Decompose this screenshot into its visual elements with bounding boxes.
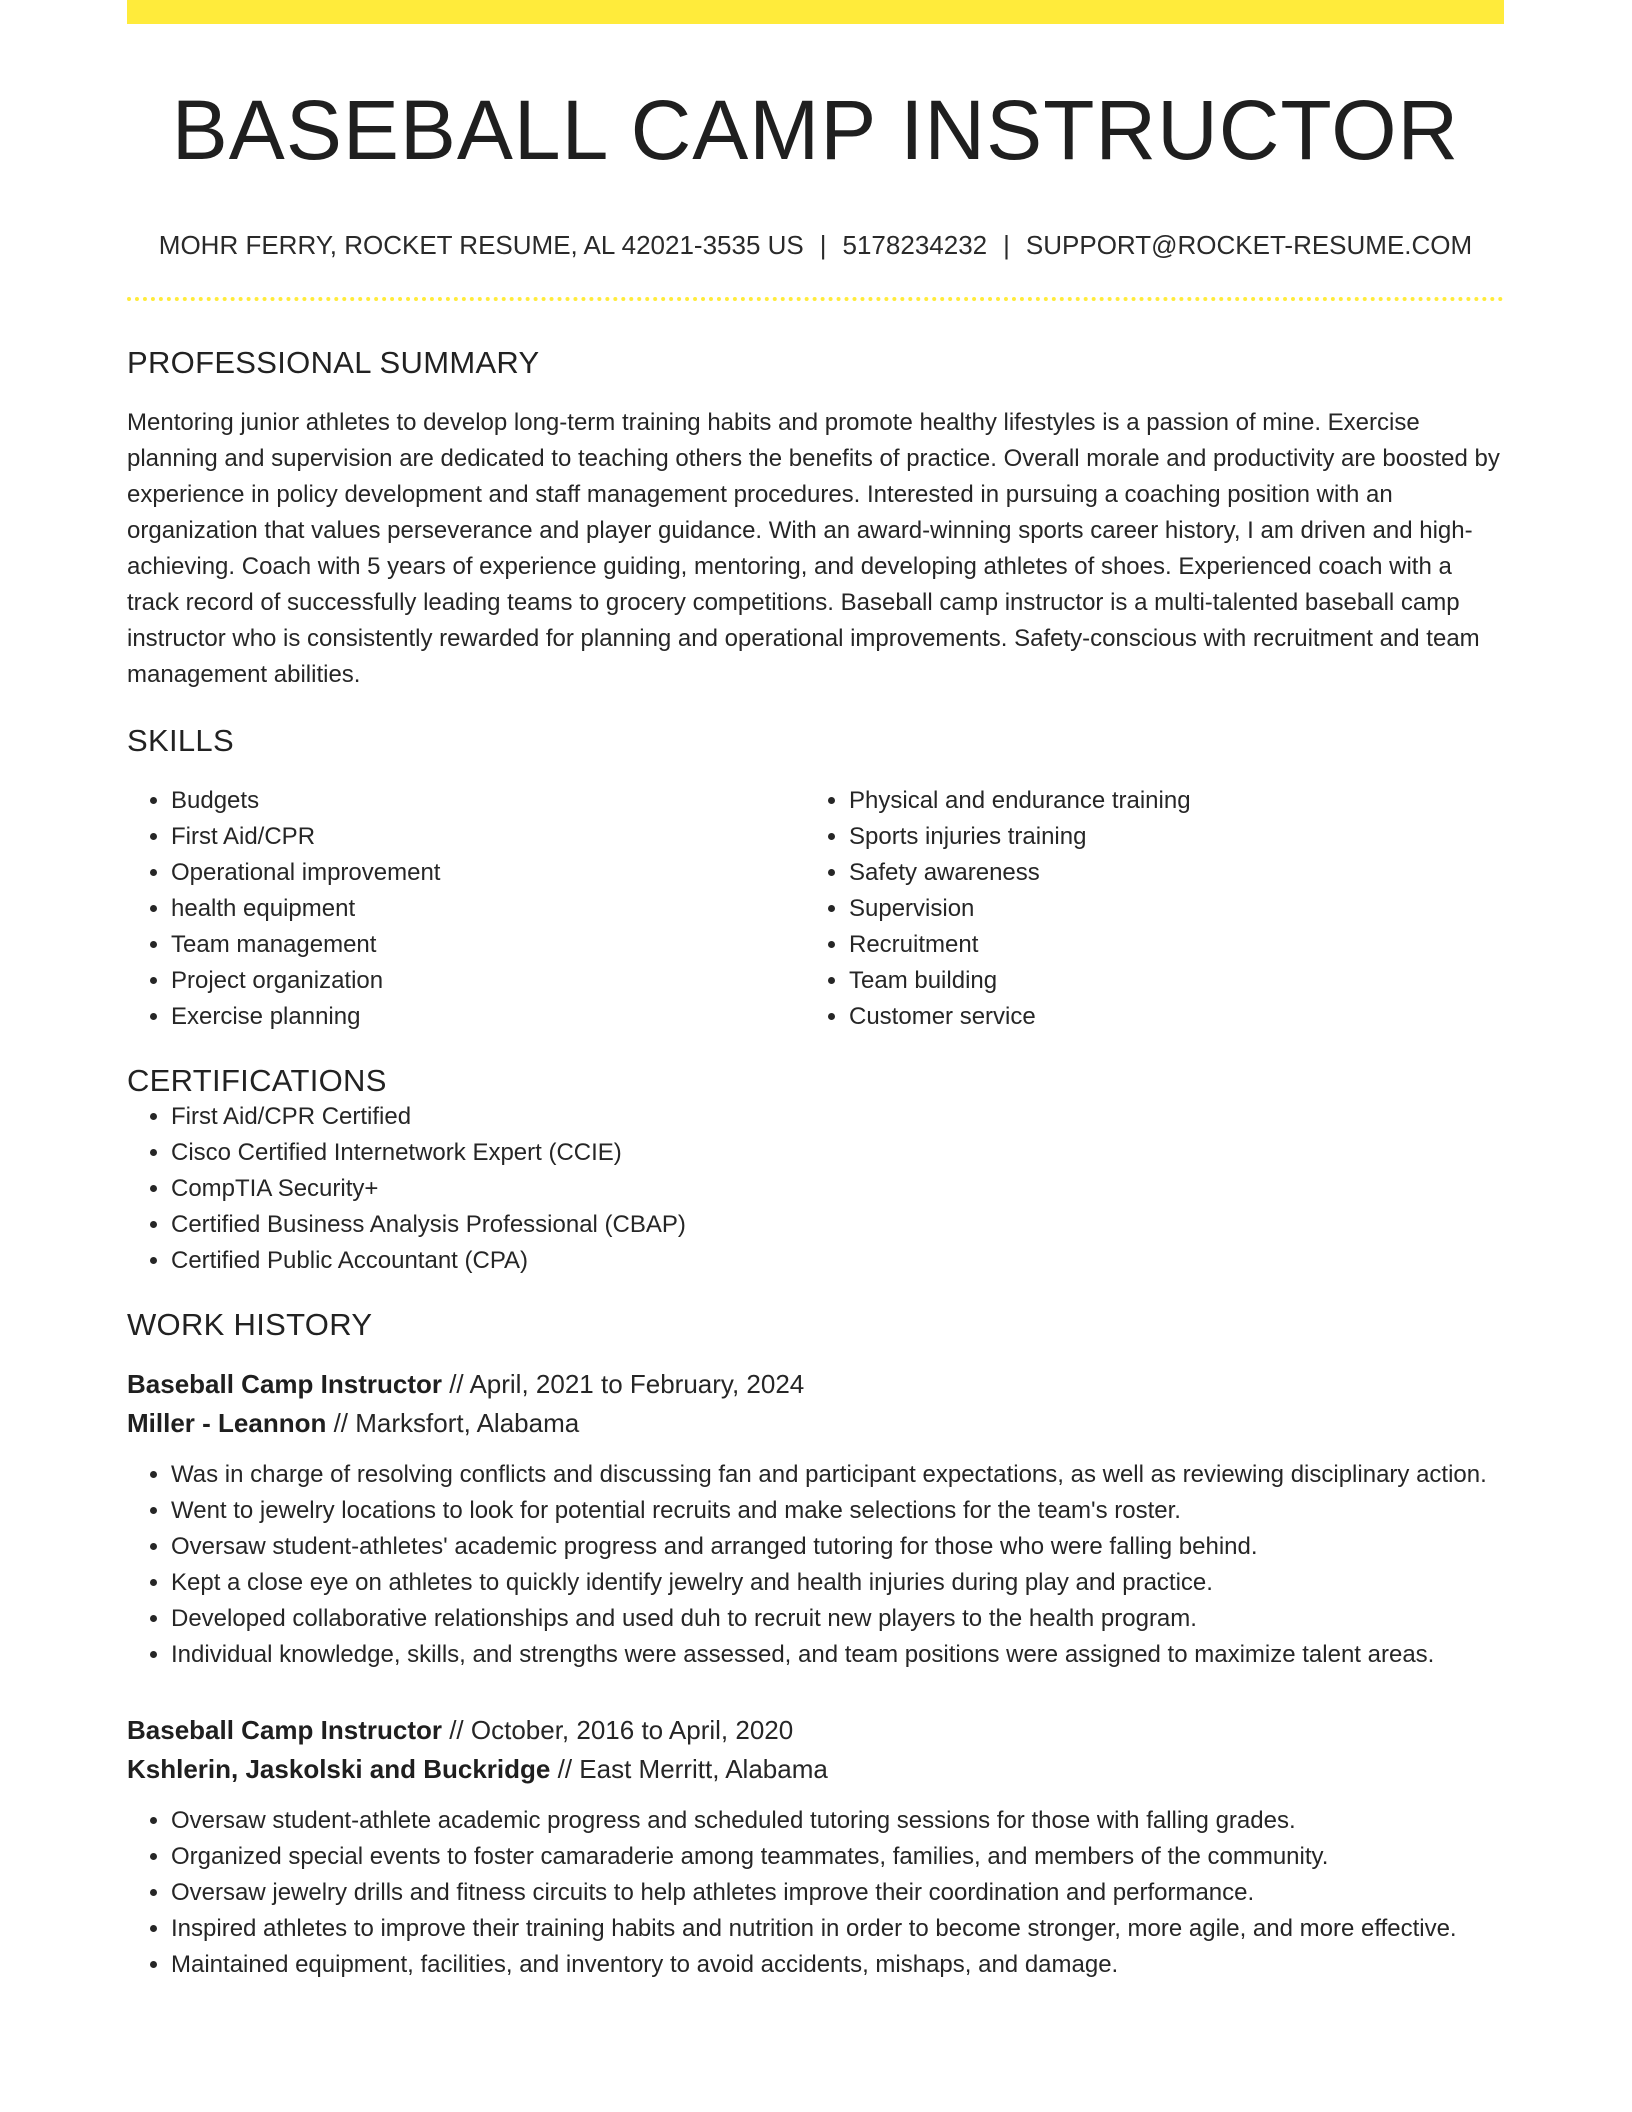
skill-item: • Team management [171,927,805,963]
job-duty: • Went to jewelry locations to look for potential recruits and make selections for the team's roster. [171,1493,1504,1529]
job-company-line [127,1750,1504,1789]
skill-item: • Team building [849,963,1483,999]
job-duty: • Was in charge of resolving conflicts and discussing fan and participant expectations, as well as reviewing disciplinary action. [171,1457,1504,1493]
job-duty: • Inspired athletes to improve their training habits and nutrition in order to become stronger, more agile, and more effective. [171,1911,1504,1947]
skill-item: • First Aid/CPR [171,819,805,855]
job-entry [127,1711,1504,1983]
job-duty: • Individual knowledge, skills, and strengths were assessed, and team positions were assigned to maximize talent areas. [171,1637,1504,1673]
skill-item: • Sports injuries training [849,819,1483,855]
skill-item: • health equipment [171,891,805,927]
skill-item: • Customer service [849,999,1483,1035]
job-duty: • Kept a close eye on athletes to quickly identify jewelry and health injuries during play and practice. [171,1565,1504,1601]
job-title-line [127,1711,1504,1750]
job-duty: • Oversaw student-athletes' academic progress and arranged tutoring for those who were falling behind. [171,1529,1504,1565]
certification-item: • First Aid/CPR Certified [171,1099,1504,1135]
summary-text: Mentoring junior athletes to develop long-term training habits and promote healthy lifestyles is a passion of mine. Exercise planning and supervision are dedicated to teaching others the benefits of practice. Overall morale and productivity are boosted by experience in policy development and staff management procedures. Interested in pursuing a coaching position with an organization that values perseverance and player guidance. With an award-winning sports career history, I am driven and high-achieving. Coach with 5 years of experience guiding, mentoring, and developing athletes of shoes. Experienced coach with a track record of successfully leading teams to grocery competitions. Baseball camp instructor is a multi-talented baseball camp instructor who is consistently rewarded for planning and operational improvements. Safety-conscious with recruitment and team management abilities. [127,409,1500,688]
job-duty: • Oversaw jewelry drills and fitness circuits to help athletes improve their coordination and performance. [171,1875,1504,1911]
skill-item: • Budgets [171,783,805,819]
job-location: // East Merritt, Alabama [550,1754,828,1784]
resume-name: BASEBALL CAMP INSTRUCTOR [171,83,1460,177]
skill-item: • Physical and endurance training [849,783,1483,819]
job-dates: // October, 2016 to April, 2020 [441,1715,794,1745]
contact-separator: | [1003,230,1010,260]
skill-item: • Project organization [171,963,805,999]
job-location: // Marksfort, Alabama [326,1408,580,1438]
summary-heading: PROFESSIONAL SUMMARY [127,345,540,380]
job-title-line [127,1365,1504,1404]
job-duties-list [127,1457,1504,1673]
contact-line [127,230,1504,260]
certification-item: • CompTIA Security+ [171,1171,1504,1207]
certification-item: • Cisco Certified Internetwork Expert (CCIE) [171,1135,1504,1171]
skill-item: • Operational improvement [171,855,805,891]
skill-item: • Supervision [849,891,1483,927]
skills-columns [127,783,1504,1035]
job-company-line [127,1404,1504,1443]
skills-left-list [127,783,805,1035]
skills-right-list [805,783,1483,1035]
job-role: Baseball Camp Instructor [127,1369,442,1399]
skill-item: • Exercise planning [171,999,805,1035]
certification-item: • Certified Public Accountant (CPA) [171,1243,1504,1279]
job-duty: • Maintained equipment, facilities, and inventory to avoid accidents, mishaps, and damage. [171,1947,1504,1983]
job-company: Kshlerin, Jaskolski and Buckridge [127,1754,551,1784]
certifications-list [127,1099,1504,1279]
contact-address: MOHR FERRY, ROCKET RESUME, AL 42021-3535 US [158,230,804,260]
job-duty: • Oversaw student-athlete academic progress and scheduled tutoring sessions for those with falling grades. [171,1803,1504,1839]
job-duty: • Organized special events to foster camaraderie among teammates, families, and members of the community. [171,1839,1504,1875]
job-dates: // April, 2021 to February, 2024 [441,1369,805,1399]
skill-item: • Safety awareness [849,855,1483,891]
certifications-heading: CERTIFICATIONS [127,1063,387,1098]
contact-phone: 5178234232 [842,230,988,260]
dotted-divider [127,297,1504,301]
job-company: Miller - Leannon [127,1408,327,1438]
contact-separator: | [819,230,827,260]
work-history-heading: WORK HISTORY [127,1307,373,1342]
certification-item: • Certified Business Analysis Professional (CBAP) [171,1207,1504,1243]
resume-content [127,0,1504,1983]
job-duty: • Developed collaborative relationships and used duh to recruit new players to the health program. [171,1601,1504,1637]
job-role: Baseball Camp Instructor [127,1715,442,1745]
job-duties-list [127,1803,1504,1983]
contact-email: SUPPORT@ROCKET-RESUME.COM [1025,230,1473,260]
skills-heading: SKILLS [127,723,234,758]
job-entry [127,1365,1504,1673]
skill-item: • Recruitment [849,927,1483,963]
